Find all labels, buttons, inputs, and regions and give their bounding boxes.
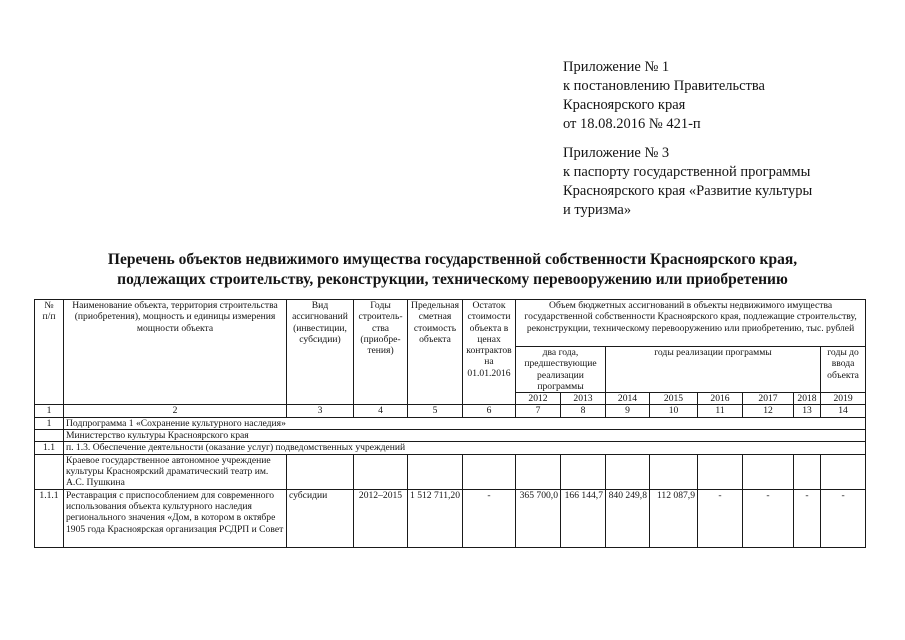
year-2015: 2015 [650, 393, 698, 405]
appendix-1-block [563, 58, 765, 134]
column-number-row [35, 405, 866, 417]
column-number: 2 [64, 405, 287, 417]
document-title-line-2: подлежащих строительству, реконструкции, техническому перевооружению или приобретению [117, 271, 788, 288]
table-row [35, 489, 866, 547]
value-2013: 166 144,7 [561, 489, 606, 547]
row-num: 1.1 [35, 442, 64, 454]
header-name: Наименование объекта, территория строительства (приобретения), мощность и единицы измерения мощности объекта [64, 300, 287, 405]
institution-row [35, 454, 866, 489]
value-2018: - [794, 489, 821, 547]
column-number: 11 [698, 405, 743, 417]
appendix-1-line-2: к постановлению Правительства [563, 78, 765, 94]
appendix-1-line-4: от 18.08.2016 № 421-п [563, 116, 701, 132]
value-2014: 840 249,8 [606, 489, 650, 547]
year-2013: 2013 [561, 393, 606, 405]
column-number: 8 [561, 405, 606, 417]
column-number: 14 [821, 405, 866, 417]
year-2016: 2016 [698, 393, 743, 405]
row-num: 1.1.1 [35, 489, 64, 547]
header-program-years: годы реализации программы [606, 347, 821, 393]
column-number: 4 [354, 405, 408, 417]
header-remainder: Остаток стоимости объекта в ценах контрактов на 01.01.2016 [463, 300, 516, 405]
row-num: 1 [35, 417, 64, 429]
header-cost: Предельная сметная стоимость объекта [408, 300, 463, 405]
ministry-row [35, 430, 866, 442]
construction-years: 2012–2015 [354, 489, 408, 547]
estimated-cost: 1 512 711,20 [408, 489, 463, 547]
subprogram-row [35, 417, 866, 429]
allocation-type: субсидии [287, 489, 354, 547]
appendix-3-block [563, 144, 812, 220]
column-number: 6 [463, 405, 516, 417]
value-2015: 112 087,9 [650, 489, 698, 547]
column-number: 7 [516, 405, 561, 417]
column-number: 9 [606, 405, 650, 417]
column-number: 3 [287, 405, 354, 417]
objects-table [34, 299, 866, 548]
appendix-3-line-2: к паспорту государственной программы [563, 164, 811, 180]
header-type: Вид ассигнований (инвестиции, субсидии) [287, 300, 354, 405]
value-2016: - [698, 489, 743, 547]
year-2012: 2012 [516, 393, 561, 405]
year-2019: 2019 [821, 393, 866, 405]
year-2018: 2018 [794, 393, 821, 405]
column-number: 10 [650, 405, 698, 417]
column-number: 5 [408, 405, 463, 417]
year-2014: 2014 [606, 393, 650, 405]
value-2019: - [821, 489, 866, 547]
subprogram-title: Подпрограмма 1 «Сохранение культурного наследия» [64, 417, 866, 429]
institution-name: Краевое государственное автономное учреждение культуры Красноярский драматический театр им. А.С. Пушкина [64, 454, 287, 489]
header-row-1 [35, 300, 866, 347]
appendix-3-line-1: Приложение № 3 [563, 145, 670, 161]
header-years: Годы строитель-ства (приобре-тения) [354, 300, 408, 405]
value-2012: 365 700,0 [516, 489, 561, 547]
remaining-cost: - [463, 489, 516, 547]
header-entry-years: годы до ввода объекта [821, 347, 866, 393]
value-2017: - [743, 489, 794, 547]
appendix-3-line-4: и туризма» [563, 202, 632, 218]
header-num: № п/п [35, 300, 64, 405]
appendix-1-line-1: Приложение № 1 [563, 59, 670, 75]
year-2017: 2017 [743, 393, 794, 405]
object-name: Реставрация с приспособлением для современного использования объекта культурного наследия регионального значения «Дом, в котором в октябре 1905 года Красноярская организация РСДРП и Совет [64, 489, 287, 547]
header-prev-years: два года, предшествующие реализации программы [516, 347, 606, 393]
appendix-1-line-3: Красноярского края [563, 97, 686, 113]
document-title-line-1: Перечень объектов недвижимого имущества государственной собственности Красноярского края, [107, 251, 798, 268]
document-title [80, 250, 825, 290]
column-number: 13 [794, 405, 821, 417]
header-budget: Объем бюджетных ассигнований в объекты недвижимого имущества государственной собственности Красноярского края, подлежащие строительству, реконструкции, техническому перевооружению или приобретению, тыс. рублей [516, 300, 866, 347]
appendix-3-line-3: Красноярского края «Развитие культуры [563, 183, 813, 199]
column-number: 1 [35, 405, 64, 417]
ministry-title: Министерство культуры Красноярского края [64, 430, 866, 442]
activity-row [35, 442, 866, 454]
activity-title: п. 1.3. Обеспечение деятельности (оказание услуг) подведомственных учреждений [64, 442, 866, 454]
column-number: 12 [743, 405, 794, 417]
